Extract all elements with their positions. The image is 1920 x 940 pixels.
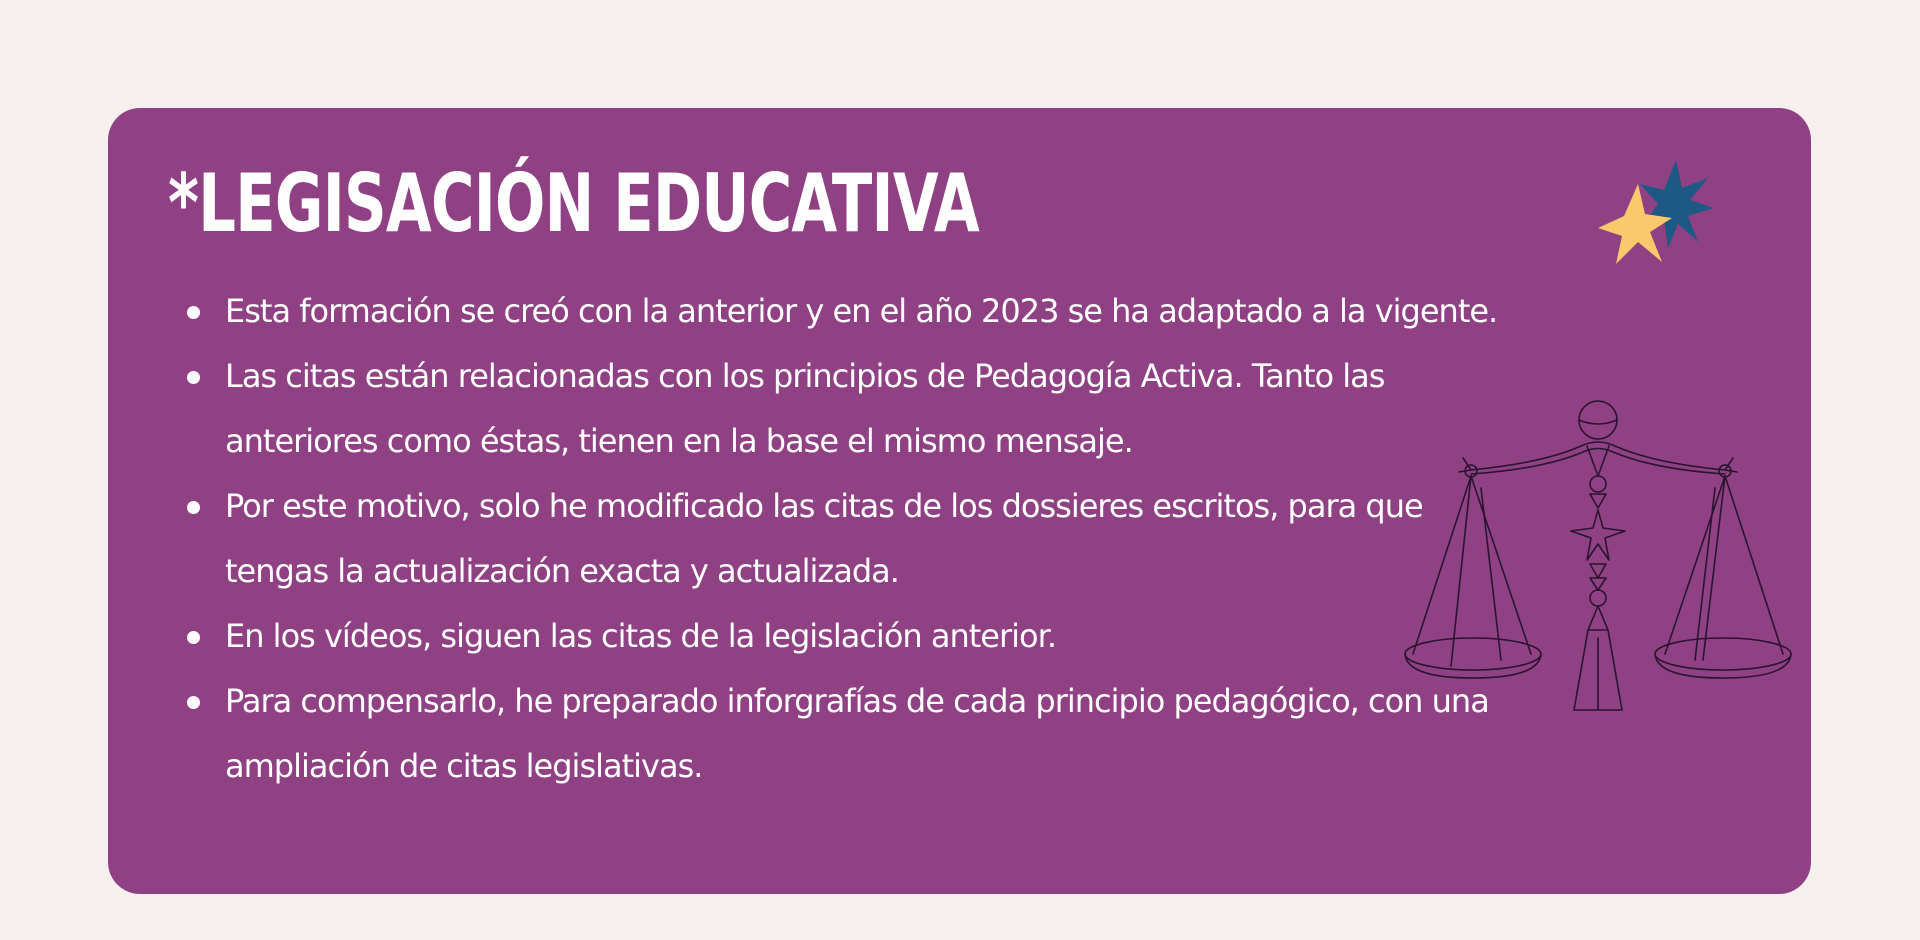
sparkle-stars-icon [1598,160,1728,280]
bullet-list [225,279,1505,799]
bullet-item: Por este motivo, solo he modificado las citas de los dossieres escritos, para que tengas la actualización exacta y actualizada. [225,474,1505,604]
bullet-item: Las citas están relacionadas con los principios de Pedagogía Activa. Tanto las anteriores como éstas, tienen en la base el mismo mensaje. [225,344,1505,474]
content-card [108,108,1811,894]
balance-scale-icon [1403,398,1793,728]
bullet-item: Esta formación se creó con la anterior y en el año 2023 se ha adaptado a la vigente. [225,279,1505,344]
slide-title: *LEGISACIÓN EDUCATIVA [168,157,979,250]
bullet-item: Para compensarlo, he preparado inforgrafías de cada principio pedagógico, con una ampliación de citas legislativas. [225,669,1505,799]
bullet-item: En los vídeos, siguen las citas de la legislación anterior. [225,604,1505,669]
